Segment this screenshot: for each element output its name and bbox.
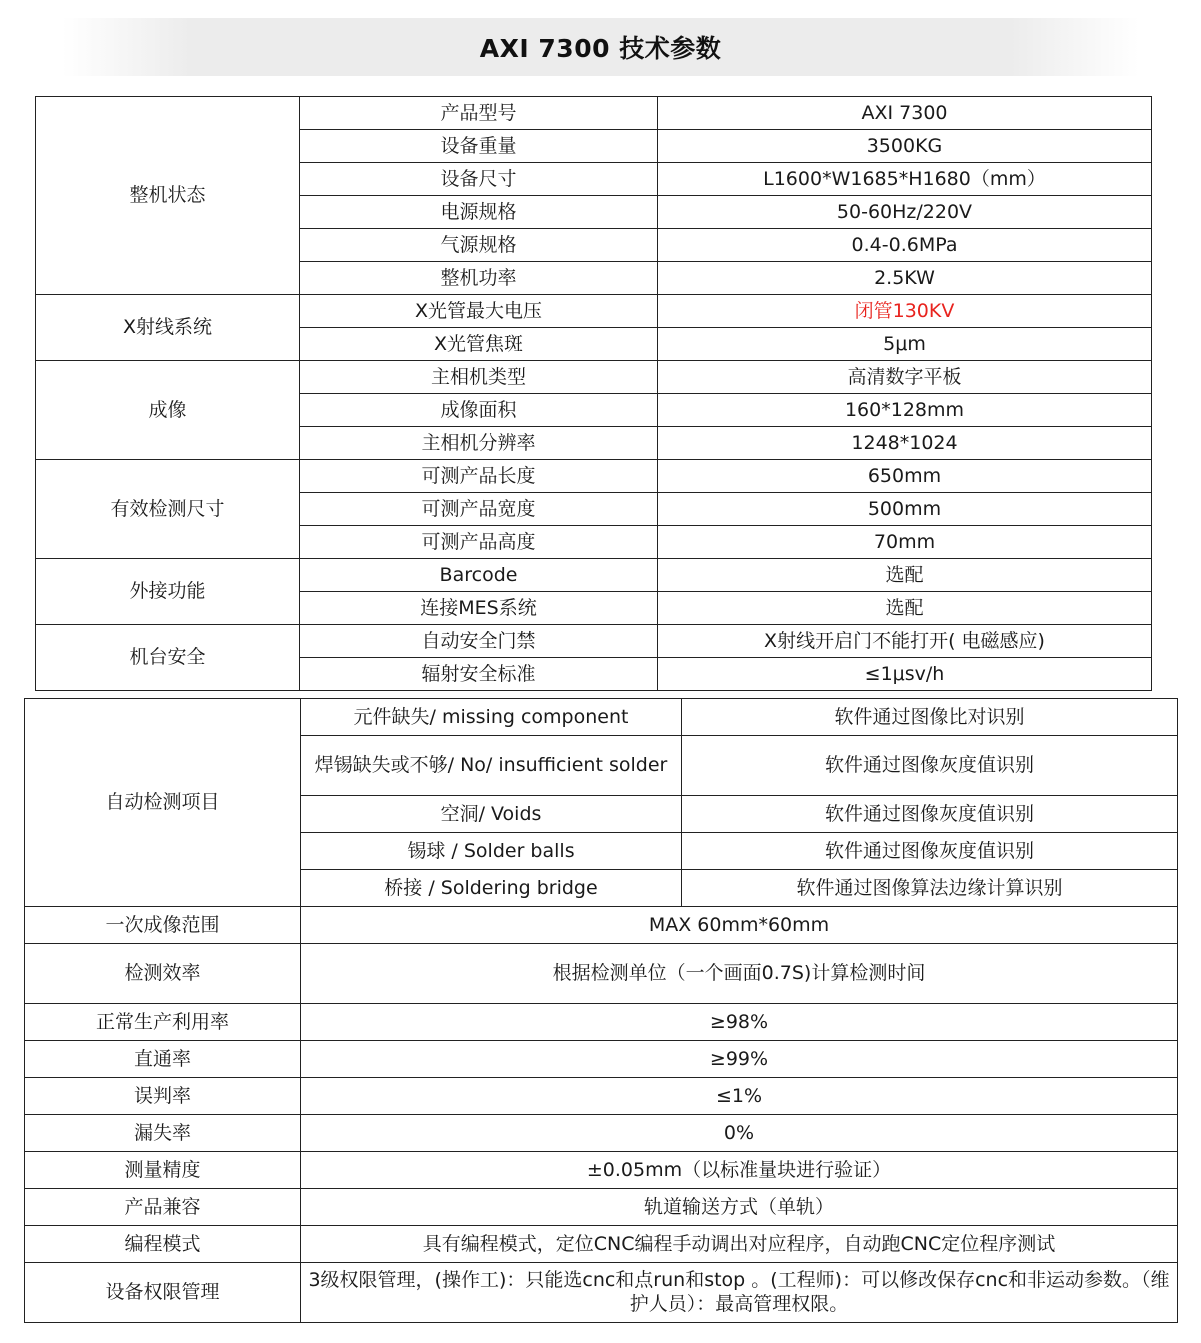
table-row <box>25 1152 1178 1189</box>
group-label: 成像 <box>36 361 300 460</box>
table-row <box>36 361 1152 394</box>
table-row <box>25 1263 1178 1323</box>
inspection-table <box>24 698 1178 1323</box>
param-label: 自动安全门禁 <box>300 625 658 658</box>
spec-label: 产品兼容 <box>25 1189 301 1226</box>
param-value-highlight: 闭管130KV <box>658 295 1152 328</box>
table-row <box>25 1004 1178 1041</box>
detection-method: 软件通过图像灰度值识别 <box>682 736 1178 796</box>
group-label: 机台安全 <box>36 625 300 691</box>
param-value: 5μm <box>658 328 1152 361</box>
page-title: AXI 7300 技术参数 <box>479 34 722 63</box>
table-row <box>25 907 1178 944</box>
param-value: ≤1μsv/h <box>658 658 1152 691</box>
param-label: 可测产品高度 <box>300 526 658 559</box>
table-row <box>36 625 1152 658</box>
param-value: X射线开启门不能打开( 电磁感应) <box>658 625 1152 658</box>
spec-table <box>35 96 1152 691</box>
spec-value: 3级权限管理，(操作工)：只能选cnc和点run和stop 。(工程师)：可以修改保存cnc和非运动参数。（维护人员）：最高管理权限。 <box>301 1263 1178 1323</box>
table-row <box>25 1226 1178 1263</box>
param-value: L1600*W1685*H1680（mm） <box>658 163 1152 196</box>
table-row <box>25 1115 1178 1152</box>
param-value: 0.4-0.6MPa <box>658 229 1152 262</box>
spec-label: 设备权限管理 <box>25 1263 301 1323</box>
param-label: 成像面积 <box>300 394 658 427</box>
group-label: 外接功能 <box>36 559 300 625</box>
param-label: 辐射安全标准 <box>300 658 658 691</box>
defect-item: 元件缺失/ missing component <box>301 699 682 736</box>
param-value: 高清数字平板 <box>658 361 1152 394</box>
detection-method: 软件通过图像灰度值识别 <box>682 796 1178 833</box>
param-value: 650mm <box>658 460 1152 493</box>
param-label: 连接MES系统 <box>300 592 658 625</box>
spec-value: 具有编程模式，定位CNC编程手动调出对应程序，自动跑CNC定位程序测试 <box>301 1226 1178 1263</box>
spec-label: 测量精度 <box>25 1152 301 1189</box>
defect-item: 锡球 / Solder balls <box>301 833 682 870</box>
param-value: 1248*1024 <box>658 427 1152 460</box>
spec-value: 0% <box>301 1115 1178 1152</box>
param-label: 设备重量 <box>300 130 658 163</box>
group-label: 有效检测尺寸 <box>36 460 300 559</box>
param-label: Barcode <box>300 559 658 592</box>
spec-value: 根据检测单位（一个画面0.7S)计算检测时间 <box>301 944 1178 1004</box>
spec-label: 误判率 <box>25 1078 301 1115</box>
param-label: 主相机类型 <box>300 361 658 394</box>
param-value: AXI 7300 <box>658 97 1152 130</box>
table-row <box>36 295 1152 328</box>
spec-label: 直通率 <box>25 1041 301 1078</box>
param-value: 3500KG <box>658 130 1152 163</box>
table-row <box>36 460 1152 493</box>
table-row <box>25 944 1178 1004</box>
defect-item: 空洞/ Voids <box>301 796 682 833</box>
detection-method: 软件通过图像灰度值识别 <box>682 833 1178 870</box>
table-row <box>25 699 1178 736</box>
param-label: 可测产品长度 <box>300 460 658 493</box>
defect-item: 桥接 / Soldering bridge <box>301 870 682 907</box>
detection-method: 软件通过图像比对识别 <box>682 699 1178 736</box>
param-value: 500mm <box>658 493 1152 526</box>
param-label: 产品型号 <box>300 97 658 130</box>
param-label: 整机功率 <box>300 262 658 295</box>
param-value: 选配 <box>658 592 1152 625</box>
spec-label: 一次成像范围 <box>25 907 301 944</box>
param-label: 气源规格 <box>300 229 658 262</box>
group-label: X射线系统 <box>36 295 300 361</box>
spec-value: 轨道输送方式（单轨） <box>301 1189 1178 1226</box>
detection-method: 软件通过图像算法边缘计算识别 <box>682 870 1178 907</box>
inspection-label: 自动检测项目 <box>25 699 301 907</box>
title-band <box>62 18 1139 76</box>
spec-label: 编程模式 <box>25 1226 301 1263</box>
param-value: 2.5KW <box>658 262 1152 295</box>
param-value: 70mm <box>658 526 1152 559</box>
spec-value: MAX 60mm*60mm <box>301 907 1178 944</box>
param-value: 50-60Hz/220V <box>658 196 1152 229</box>
param-label: 可测产品宽度 <box>300 493 658 526</box>
table-row <box>25 1078 1178 1115</box>
spec-value: ≥98% <box>301 1004 1178 1041</box>
table-row <box>36 97 1152 130</box>
param-label: 设备尺寸 <box>300 163 658 196</box>
spec-label: 漏失率 <box>25 1115 301 1152</box>
spec-value: ±0.05mm（以标准量块进行验证） <box>301 1152 1178 1189</box>
table-row <box>25 1041 1178 1078</box>
spec-value: ≥99% <box>301 1041 1178 1078</box>
param-label: X光管焦斑 <box>300 328 658 361</box>
param-label: 主相机分辨率 <box>300 427 658 460</box>
spec-label: 检测效率 <box>25 944 301 1004</box>
param-label: X光管最大电压 <box>300 295 658 328</box>
param-label: 电源规格 <box>300 196 658 229</box>
spec-value: ≤1% <box>301 1078 1178 1115</box>
param-value: 160*128mm <box>658 394 1152 427</box>
defect-item: 焊锡缺失或不够/ No/ insufficient solder <box>301 736 682 796</box>
table-row <box>25 1189 1178 1226</box>
table-row <box>36 559 1152 592</box>
spec-label: 正常生产利用率 <box>25 1004 301 1041</box>
group-label: 整机状态 <box>36 97 300 295</box>
param-value: 选配 <box>658 559 1152 592</box>
